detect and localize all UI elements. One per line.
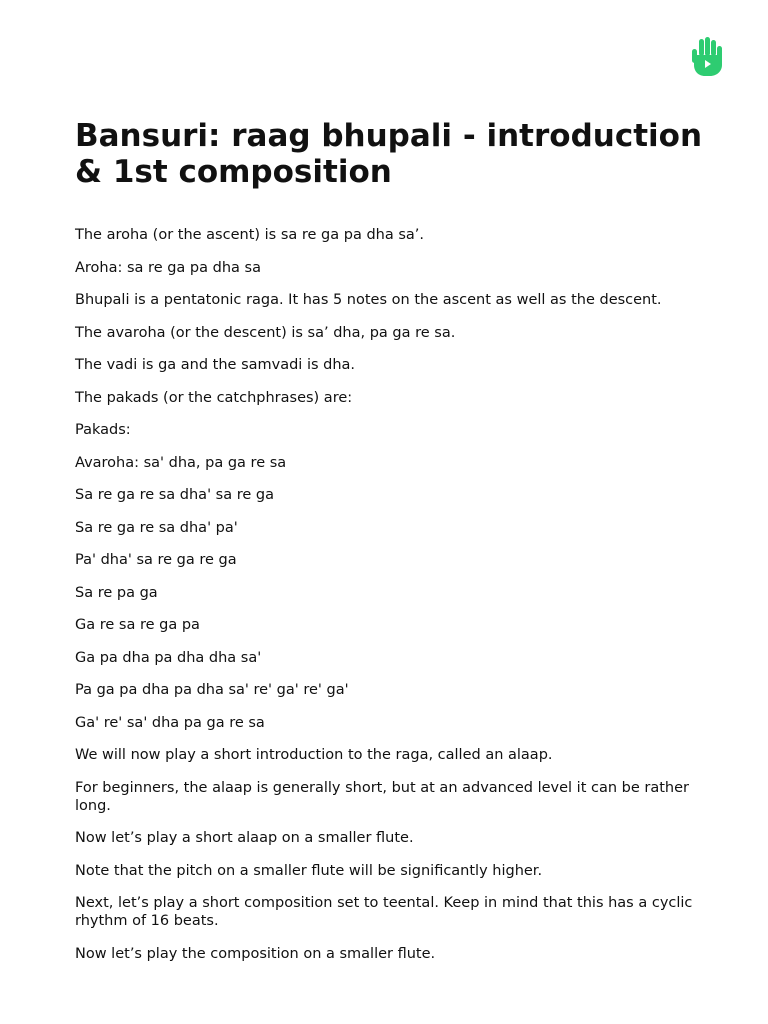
- document-body: [75, 226, 693, 977]
- paragraph-pakads-intro: The pakads (or the catchphrases) are:: [75, 389, 353, 406]
- hand-play-icon: [690, 37, 724, 77]
- paragraph-pakads-heading: Pakads:: [75, 422, 131, 438]
- pakad-line: Sa re pa ga: [75, 584, 158, 601]
- paragraph-pitch-note: Note that the pitch on a smaller flute will be significantly higher.: [75, 862, 543, 879]
- paragraph-aroha: Aroha: sa re ga pa dha sa: [75, 259, 261, 276]
- paragraph-alaap-intro: We will now play a short introduction to the raga, called an alaap.: [75, 747, 553, 763]
- pakad-line: Sa re ga re sa dha' pa': [75, 519, 238, 536]
- brand-logo: [690, 37, 724, 77]
- paragraph-vadi: The vadi is ga and the samvadi is dha.: [75, 357, 356, 373]
- pakad-line: Pa ga pa dha pa dha sa' re' ga' re' ga': [75, 682, 349, 698]
- page-title: Bansuri: raag bhupali - introduction & 1st composition: [75, 118, 703, 190]
- pakad-line: Ga' re' sa' dha pa ga re sa: [75, 714, 265, 731]
- pakad-line: Ga pa dha pa dha dha sa': [75, 649, 262, 666]
- paragraph-alaap-length: For beginners, the alaap is generally short, but at an advanced level it can be rather long.: [75, 779, 689, 814]
- paragraph-smaller-flute-composition: Now let’s play the composition on a smaller flute.: [75, 945, 436, 962]
- pakad-line: Sa re ga re sa dha' sa re ga: [75, 487, 274, 503]
- pakad-line: Ga re sa re ga pa: [75, 617, 200, 633]
- paragraph-pentatonic: Bhupali is a pentatonic raga. It has 5 notes on the ascent as well as the descent.: [75, 292, 662, 308]
- paragraph-smaller-flute-alaap: Now let’s play a short alaap on a smaller flute.: [75, 830, 414, 846]
- paragraph-avaroha-intro: The avaroha (or the descent) is sa’ dha, pa ga re sa.: [75, 324, 456, 341]
- paragraph-aroha-intro: The aroha (or the ascent) is sa re ga pa dha sa’.: [75, 227, 424, 243]
- pakad-line: Avaroha: sa' dha, pa ga re sa: [75, 454, 287, 471]
- paragraph-teental: Next, let’s play a short composition set to teental. Keep in mind that this has a cyclic rhythm of 16 beats.: [75, 895, 693, 929]
- pakad-line: Pa' dha' sa re ga re ga: [75, 552, 237, 568]
